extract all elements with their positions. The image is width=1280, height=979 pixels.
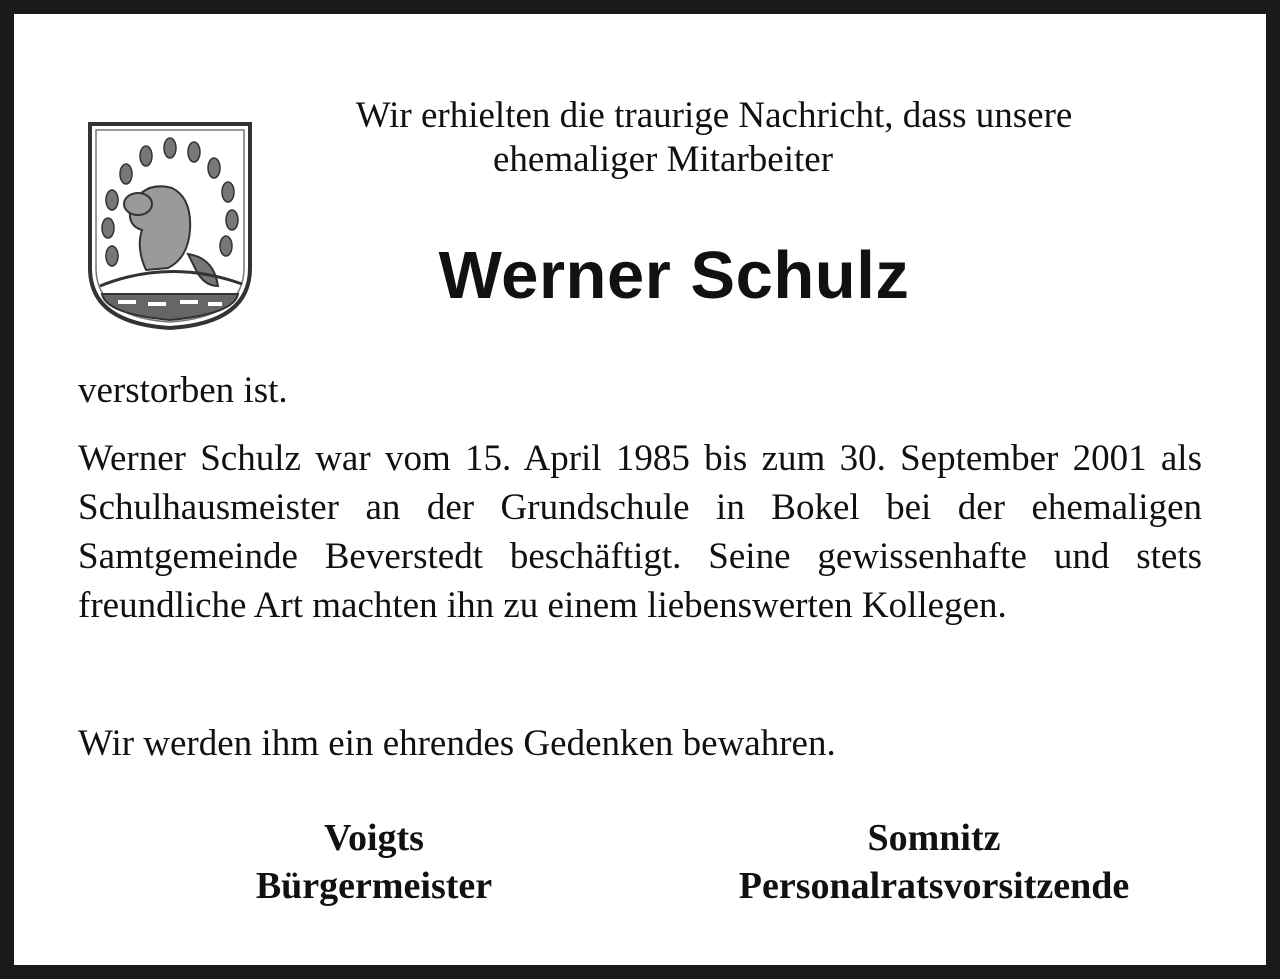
deceased-name: Werner Schulz [438, 238, 910, 313]
body-paragraph: Werner Schulz war vom 15. April 1985 bis zum 30. September 2001 als Schulhausmeister an der Grundschule in Bokel bei der ehemaligen Samtgemeinde Beverstedt beschäftigt. Seine gewissenhafte und stets freundliche Art machten ihn zu einem liebenswerten Kollegen. [78, 438, 1202, 626]
died-line: verstorben ist. [78, 370, 288, 411]
signature-title: Personalratsvorsitzende [738, 865, 1130, 907]
intro-line-2: ehemaliger Mitarbeiter [492, 139, 834, 180]
intro-line-1: Wir erhielten die traurige Nachricht, dass unsere [355, 95, 1073, 136]
intro-text [224, 94, 1164, 182]
signature-name: Somnitz [867, 817, 1001, 859]
signature-title: Bürgermeister [255, 865, 493, 907]
closing-line: Wir werden ihm ein ehrendes Gedenken bewahren. [78, 723, 836, 764]
signature-name: Voigts [324, 817, 424, 859]
signature-left [204, 814, 544, 910]
obituary-notice [14, 14, 1266, 965]
signature-right [674, 814, 1194, 910]
